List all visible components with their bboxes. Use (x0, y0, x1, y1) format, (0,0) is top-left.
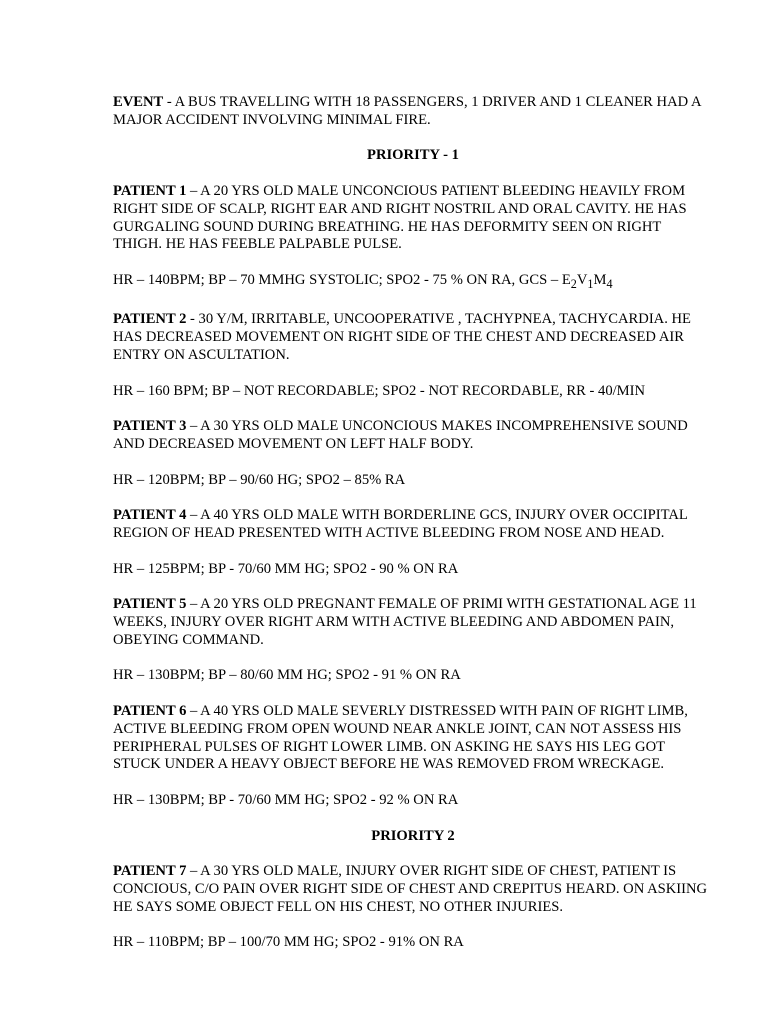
patient-7-description (113, 863, 713, 916)
patient-2-text: - 30 Y/M, IRRITABLE, UNCOOPERATIVE , TACHYPNEA, TACHYCARDIA. HE HAS DECREASED MOVEMENT ON RIGHT SIDE OF THE CHEST AND DECREASED AIR ENTRY ON ASCULTATION. (113, 311, 691, 364)
patient-6-vitals: HR – 130BPM; BP - 70/60 MM HG; SPO2 - 92 % ON RA (113, 791, 459, 808)
patient-2-label: PATIENT 2 (113, 311, 187, 328)
patient-6-text: – A 40 YRS OLD MALE SEVERLY DISTRESSED WITH PAIN OF RIGHT LIMB, ACTIVE BLEEDING FROM OPEN WOUND NEAR ANKLE JOINT, CAN NOT ASSESS HIS PERIPHERAL PULSES OF RIGHT LOWER LIMB. ON ASKING HE SAYS HIS LEG GOT STUCK UNDER A HEAVY OBJECT BEFORE HE WAS REMOVED FROM WRECKAGE. (113, 703, 688, 773)
patient-4-label: PATIENT 4 (113, 507, 187, 524)
patient-1-text: – A 20 YRS OLD MALE UNCONCIOUS PATIENT BLEEDING HEAVILY FROM RIGHT SIDE OF SCALP, RIGHT EAR AND RIGHT NOSTRIL AND ORAL CAVITY. HE HAS GURGALING SOUND DURING BREATHING. HE HAS DEFORMITY SEEN ON RIGHT THIGH. HE HAS FEEBLE PALPABLE PULSE. (113, 182, 687, 253)
patient-1-label: PATIENT 1 (113, 182, 187, 199)
patient-1-vitals-text: HR – 140BPM; BP – 70 MMHG SYSTOLIC; SPO2 - 75 % ON RA, GCS – E (113, 271, 571, 288)
patient-4-text: – A 40 YRS OLD MALE WITH BORDERLINE GCS, INJURY OVER OCCIPITAL REGION OF HEAD PRESENTED WITH ACTIVE BLEEDING FROM NOSE AND HEAD. (113, 507, 688, 542)
patient-5-text: – A 20 YRS OLD PREGNANT FEMALE OF PRIMI WITH GESTATIONAL AGE 11 WEEKS, INJURY OVER RIGHT ARM WITH ACTIVE BLEEDING AND ABDOMEN PAIN, OBEYING COMMAND. (113, 596, 697, 648)
patient-6-description (113, 703, 713, 774)
patient-7-vitals: HR – 110BPM; BP – 100/70 MM HG; SPO2 - 91% ON RA (113, 934, 464, 951)
patient-4-vitals: HR – 125BPM; BP - 70/60 MM HG; SPO2 - 90 % ON RA (113, 560, 459, 577)
patient-7-text: – A 30 YRS OLD MALE, INJURY OVER RIGHT SIDE OF CHEST, PATIENT IS CONCIOUS, C/O PAIN OVER RIGHT SIDE OF CHEST AND CREPITUS HEARD. ON ASKIING HE SAYS SOME OBJECT FELL ON HIS CHEST, NO OTHER INJURIES. (113, 863, 708, 915)
priority-2-heading: PRIORITY 2 (371, 827, 455, 844)
patient-3-description (113, 418, 713, 454)
event-label: EVENT (113, 94, 164, 110)
patient-2-description (113, 311, 713, 364)
patient-4-description (113, 507, 713, 543)
priority-1-heading: PRIORITY - 1 (367, 147, 459, 164)
event-text: - A BUS TRAVELLING WITH 18 PASSENGERS, 1 DRIVER AND 1 CLEANER HAD A MAJOR ACCIDENT INVOLVING MINIMAL FIRE. (113, 94, 701, 128)
event-paragraph (113, 94, 713, 130)
patient-2-vitals: HR – 160 BPM; BP – NOT RECORDABLE; SPO2 - NOT RECORDABLE, RR - 40/MIN (113, 382, 646, 399)
gcs-m-letter: M (593, 271, 607, 288)
gcs-m-score: 4 (606, 276, 613, 291)
patient-3-text: – A 30 YRS OLD MALE UNCONCIOUS MAKES INCOMPREHENSIVE SOUND AND DECREASED MOVEMENT ON LEFT HALF BODY. (113, 418, 688, 453)
document-body (113, 94, 713, 970)
patient-3-label: PATIENT 3 (113, 418, 187, 435)
patient-5-vitals: HR – 130BPM; BP – 80/60 MM HG; SPO2 - 91 % ON RA (113, 667, 461, 684)
patient-5-label: PATIENT 5 (113, 596, 187, 613)
gcs-v-score: 1 (587, 276, 594, 291)
gcs-e-score: 2 (570, 276, 577, 291)
patient-3-vitals: HR – 120BPM; BP – 90/60 HG; SPO2 – 85% RA (113, 471, 406, 488)
patient-1-description (113, 183, 713, 254)
patient-6-label: PATIENT 6 (113, 703, 187, 719)
patient-7-label: PATIENT 7 (113, 863, 187, 880)
patient-1-vitals (113, 272, 713, 294)
gcs-v-letter: V (576, 271, 588, 288)
patient-5-description (113, 596, 713, 649)
